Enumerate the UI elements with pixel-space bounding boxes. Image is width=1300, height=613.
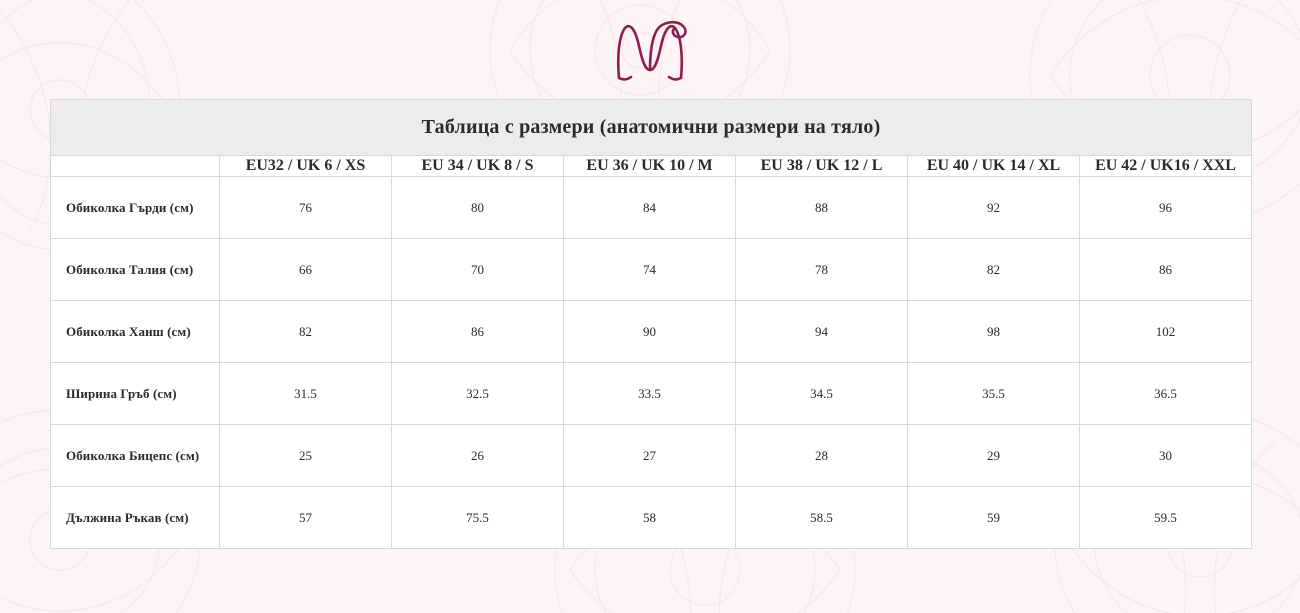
cell-waist-l: 78 <box>736 239 908 301</box>
cell-bicep-s: 26 <box>392 425 564 487</box>
column-header-xl: EU 40 / UK 14 / XL <box>908 156 1080 177</box>
cell-waist-xl: 82 <box>908 239 1080 301</box>
cell-hip-m: 90 <box>564 301 736 363</box>
size-table <box>50 99 1252 549</box>
row-label-sleeve-length: Дължина Ръкав (см) <box>51 487 220 549</box>
cell-sleeve-l: 58.5 <box>736 487 908 549</box>
table-row <box>51 301 1252 363</box>
cell-bust-xs: 76 <box>220 177 392 239</box>
cell-bust-s: 80 <box>392 177 564 239</box>
cell-back-m: 33.5 <box>564 363 736 425</box>
table-title: Таблица с размери (анатомични размери на тяло) <box>51 100 1252 156</box>
cell-bicep-m: 27 <box>564 425 736 487</box>
cell-bust-xl: 92 <box>908 177 1080 239</box>
row-label-hip: Обиколка Ханш (см) <box>51 301 220 363</box>
cell-hip-xs: 82 <box>220 301 392 363</box>
column-header-s: EU 34 / UK 8 / S <box>392 156 564 177</box>
cell-waist-m: 74 <box>564 239 736 301</box>
cell-bust-xxl: 96 <box>1080 177 1252 239</box>
monogram-m-logo <box>605 18 695 84</box>
table-row <box>51 487 1252 549</box>
cell-waist-s: 70 <box>392 239 564 301</box>
cell-back-xxl: 36.5 <box>1080 363 1252 425</box>
cell-bicep-xs: 25 <box>220 425 392 487</box>
cell-back-l: 34.5 <box>736 363 908 425</box>
cell-sleeve-xs: 57 <box>220 487 392 549</box>
cell-sleeve-s: 75.5 <box>392 487 564 549</box>
cell-bicep-l: 28 <box>736 425 908 487</box>
cell-hip-xl: 98 <box>908 301 1080 363</box>
cell-hip-s: 86 <box>392 301 564 363</box>
cell-back-xl: 35.5 <box>908 363 1080 425</box>
table-header-row <box>51 156 1252 177</box>
cell-waist-xxl: 86 <box>1080 239 1252 301</box>
cell-bicep-xl: 29 <box>908 425 1080 487</box>
cell-bust-l: 88 <box>736 177 908 239</box>
table-row <box>51 239 1252 301</box>
column-header-xxl: EU 42 / UK16 / XXL <box>1080 156 1252 177</box>
cell-sleeve-xl: 59 <box>908 487 1080 549</box>
row-label-back-width: Ширина Гръб (см) <box>51 363 220 425</box>
row-label-bust: Обиколка Гърди (см) <box>51 177 220 239</box>
cell-bicep-xxl: 30 <box>1080 425 1252 487</box>
header-corner <box>51 156 220 177</box>
cell-hip-l: 94 <box>736 301 908 363</box>
cell-back-xs: 31.5 <box>220 363 392 425</box>
row-label-waist: Обиколка Талия (см) <box>51 239 220 301</box>
brand-logo <box>0 16 1300 86</box>
size-chart-container <box>50 99 1250 549</box>
cell-waist-xs: 66 <box>220 239 392 301</box>
cell-hip-xxl: 102 <box>1080 301 1252 363</box>
cell-sleeve-m: 58 <box>564 487 736 549</box>
cell-back-s: 32.5 <box>392 363 564 425</box>
row-label-bicep: Обиколка Бицепс (см) <box>51 425 220 487</box>
table-body <box>51 177 1252 549</box>
table-row <box>51 363 1252 425</box>
column-header-m: EU 36 / UK 10 / M <box>564 156 736 177</box>
cell-sleeve-xxl: 59.5 <box>1080 487 1252 549</box>
table-row <box>51 425 1252 487</box>
table-title-row <box>51 100 1252 156</box>
table-row <box>51 177 1252 239</box>
cell-bust-m: 84 <box>564 177 736 239</box>
column-header-l: EU 38 / UK 12 / L <box>736 156 908 177</box>
column-header-xs: EU32 / UK 6 / XS <box>220 156 392 177</box>
